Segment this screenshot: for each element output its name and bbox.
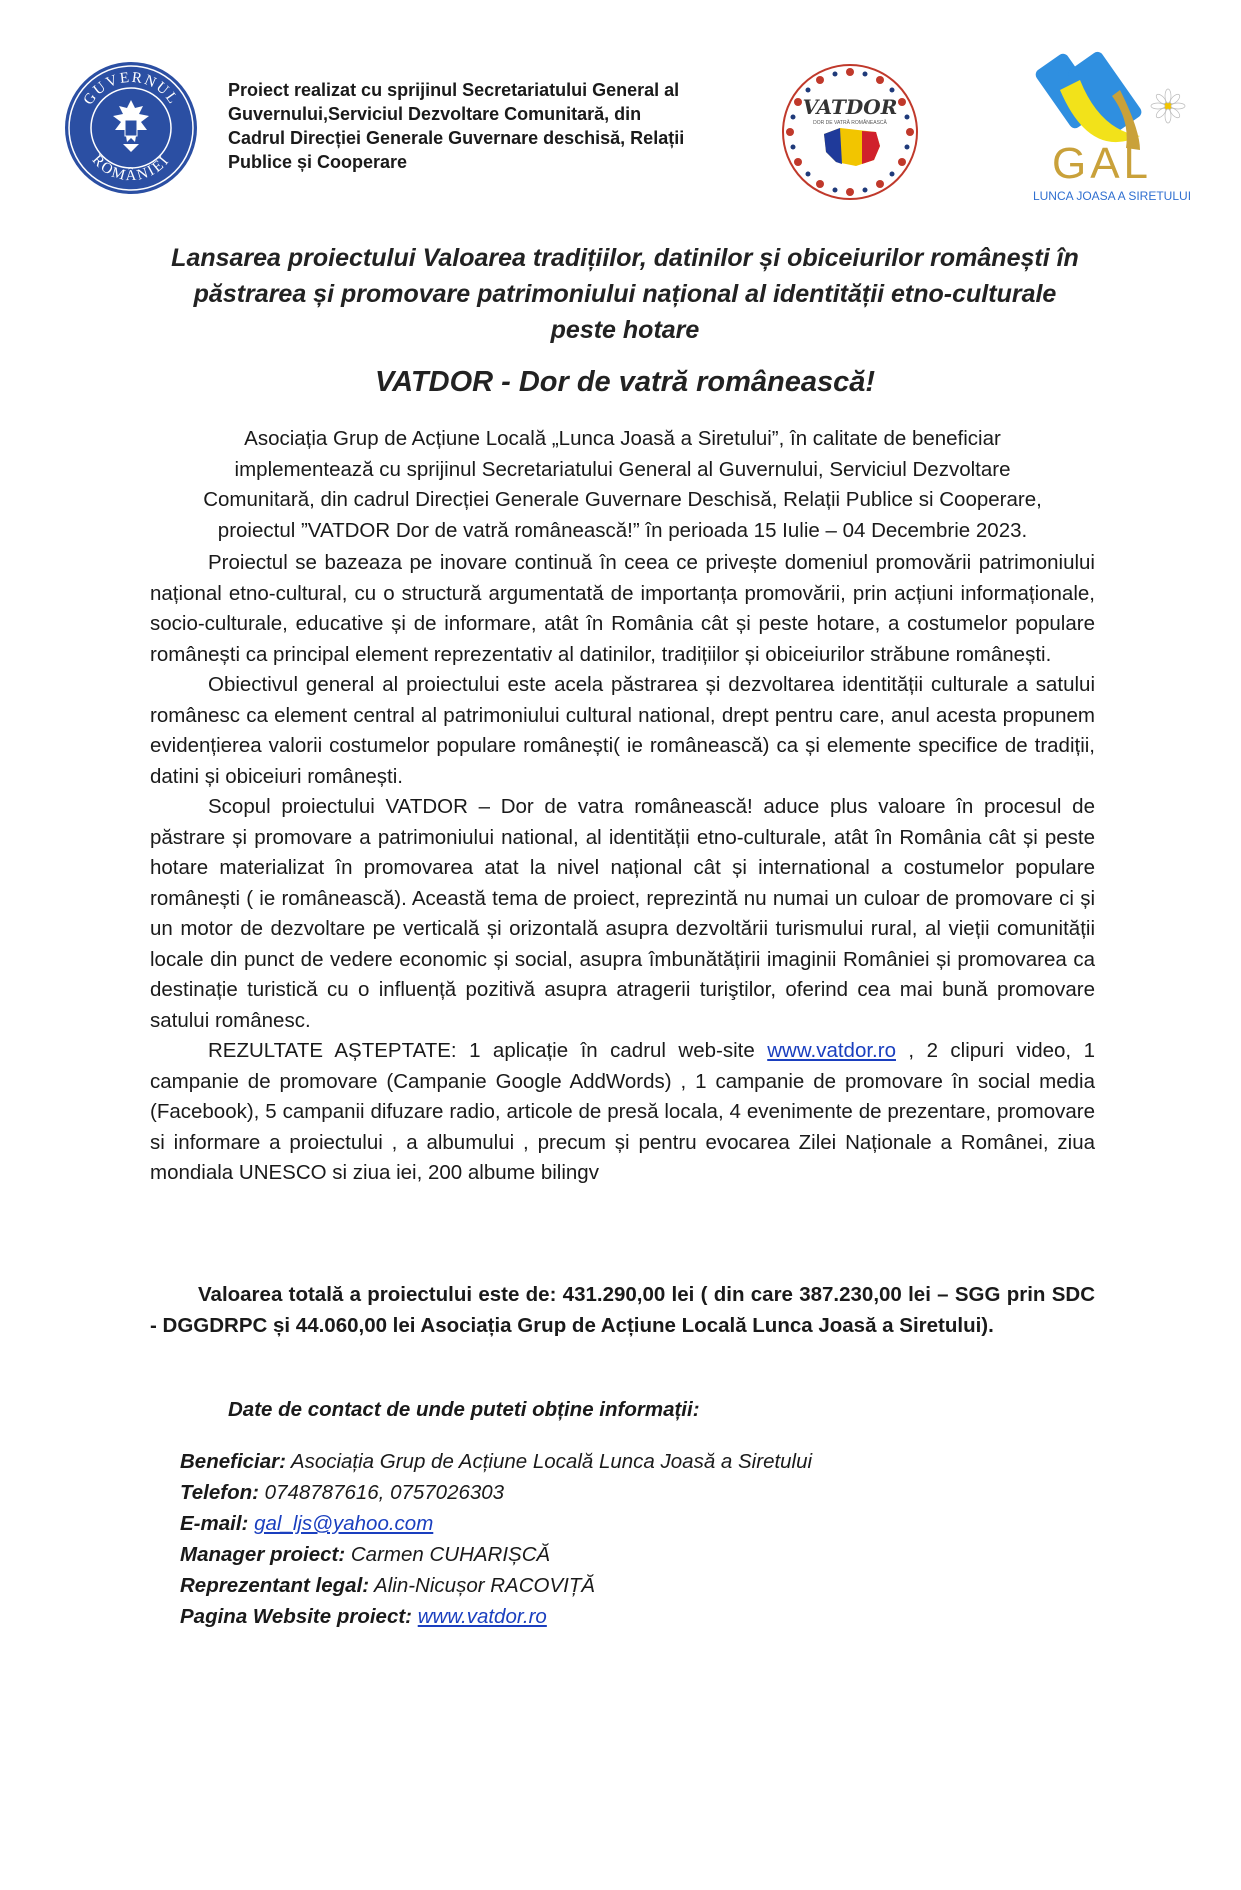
contact-telefon: [180, 1477, 812, 1508]
seal-text-bottom: ROMÂNIEI: [88, 152, 174, 185]
paragraph-results: [150, 1036, 1095, 1189]
intro-paragraph: [150, 424, 1095, 546]
contact-beneficiar: [180, 1446, 812, 1477]
contact-label: Pagina Website proiect:: [180, 1605, 413, 1628]
sponsor-line: Proiect realizat cu sprijinul Secretariatului General al: [228, 80, 680, 100]
contact-reprezentant: [180, 1570, 812, 1601]
paragraph-innovation: Proiectul se bazeaza pe inovare continuă în ceea ce privește domeniul promovării patrimoniului național etno-cultural, cu o structură argumentată de importanța promovării, prin acțiuni informaționale, socio-culturale, educative și de informare, atât în România cât și peste hotare, a costumelor populare românești ca principal element reprezentativ al datinilor, tradițiilor și obiceiurilor străbune românești.: [150, 551, 1095, 666]
contact-heading: Date de contact de unde puteti obține informații:: [228, 1398, 700, 1421]
results-suffix: , 2 clipuri video, 1 campanie de promovare (Campanie Google AddWords) , 1 campanie de promovare în social media (Facebook), 5 campanii difuzare radio, articole de presă locala, 4 evenimente de prezentare, promovare si informare a proiectului , a albumului , precum și pentru evocarea Zilei Naționale a Românei, ziua mondiala UNESCO si ziua iei, 200 albume bilingv: [150, 1039, 1095, 1184]
vatdor-logo-text: VATDOR: [802, 95, 898, 119]
contact-value: 0748787616, 0757026303: [258, 1481, 505, 1504]
intro-line: Comunitară, din cadrul Direcției Generale Guvernare Deschisă, Relații Publice si Cooperare,: [203, 488, 1042, 511]
document-subtitle: VATDOR - Dor de vatră românească!: [374, 366, 876, 398]
paragraph-scope: Scopul proiectului VATDOR – Dor de vatra românească! aduce plus valoare în procesul de păstrare și promovare a patrimoniului national, al identității etno-culturale, atât în România cât și peste hotare materializat în promovarea atat la nivel național cât și international a costumelor populare românești ( ie românească). Această tema de proiect, reprezintă nu numai un culoar de promovare ci și un motor de dezvoltare pe verticală și orizontală asupra dezvoltării turismului rural, al vieții comunității locale din punct de vedere economic și social, asupra îmbunătățirii imaginii României și promovarea ca destinație turistică cu o influență pozitivă asupra atragerii turiştilor, oferind cea mai bună promovare satului românesc.: [150, 795, 1095, 1032]
sponsor-line: Publice și Cooperare: [228, 152, 408, 172]
title-line: Lansarea proiectului Valoarea tradițiilor, datinilor și obiceiurilor românești în: [171, 244, 1079, 272]
document-title: [130, 240, 1120, 348]
paragraph-objective: Obiectivul general al proiectului este acela păstrarea și dezvoltarea identității culturale a satului românesc ca element central al patrimoniului cultural national, drept pentru care, anul acesta propunem evidențierea valorii costumelor populare românești( ie românească) ca și elemente specifice de tradiții, datini și obiceiuri românești.: [150, 673, 1095, 788]
sponsor-statement: [228, 78, 718, 174]
gal-logo: [1030, 50, 1196, 208]
vatdor-logo: [780, 62, 920, 202]
title-line: păstrarea și promovare patrimoniului național al identității etno-culturale: [193, 280, 1057, 308]
results-prefix: REZULTATE AȘTEPTATE: 1 aplicație în cadrul web-site: [208, 1039, 768, 1062]
intro-line: proiectul ”VATDOR Dor de vatră românească!” în perioada 15 Iulie – 04 Decembrie 2023.: [217, 518, 1028, 542]
contact-email: [180, 1508, 812, 1539]
email-link[interactable]: gal_ljs@yahoo.com: [254, 1512, 434, 1535]
contact-value: Carmen CUHARIȘCĂ: [345, 1543, 551, 1566]
body-text: [150, 548, 1095, 1189]
contact-label: Manager proiect:: [180, 1543, 346, 1566]
website-link[interactable]: www.vatdor.ro: [417, 1605, 547, 1628]
daisy-icon: [1151, 89, 1185, 123]
sponsor-line: Cadrul Direcției Generale Guvernare deschisă, Relații: [228, 128, 685, 148]
website-link[interactable]: www.vatdor.ro: [767, 1039, 896, 1062]
contact-label: Telefon:: [180, 1481, 259, 1504]
contact-label: Reprezentant legal:: [180, 1574, 370, 1597]
vatdor-logo-tagline: DOR DE VATRĂ ROMÂNEASCĂ: [813, 120, 887, 126]
government-seal-logo: [63, 60, 199, 196]
intro-line: implementează cu sprijinul Secretariatului General al Guvernului, Serviciul Dezvoltare: [234, 457, 1011, 481]
project-value: Valoarea totală a proiectului este de: 431.290,00 lei ( din care 387.230,00 lei – SGG prin SDC - DGGDRPC și 44.060,00 lei Asociația Grup de Acțiune Locală Lunca Joasă a Siretului).: [150, 1283, 1095, 1337]
gal-logo-text: GAL: [1051, 139, 1153, 188]
gal-logo-subtitle: LUNCA JOASA A SIRETULUI: [1032, 189, 1192, 203]
contact-label: Beneficiar:: [180, 1450, 286, 1473]
contact-value: Alin-Nicușor RACOVIȚĂ: [369, 1574, 596, 1597]
contact-label: E-mail:: [180, 1512, 249, 1535]
contact-value: Asociația Grup de Acțiune Locală Lunca Joasă a Siretului: [285, 1450, 813, 1473]
contact-manager: [180, 1539, 812, 1570]
sponsor-line: Guvernului,Serviciul Dezvoltare Comunitară, din: [228, 104, 642, 124]
title-line: peste hotare: [550, 316, 700, 344]
contact-list: [180, 1446, 812, 1632]
intro-line: Asociația Grup de Acțiune Locală „Lunca Joasă a Siretului”, în calitate de beneficiar: [244, 427, 1001, 450]
contact-website: [180, 1601, 812, 1632]
seal-text-top: GUVERNUL: [80, 69, 182, 109]
